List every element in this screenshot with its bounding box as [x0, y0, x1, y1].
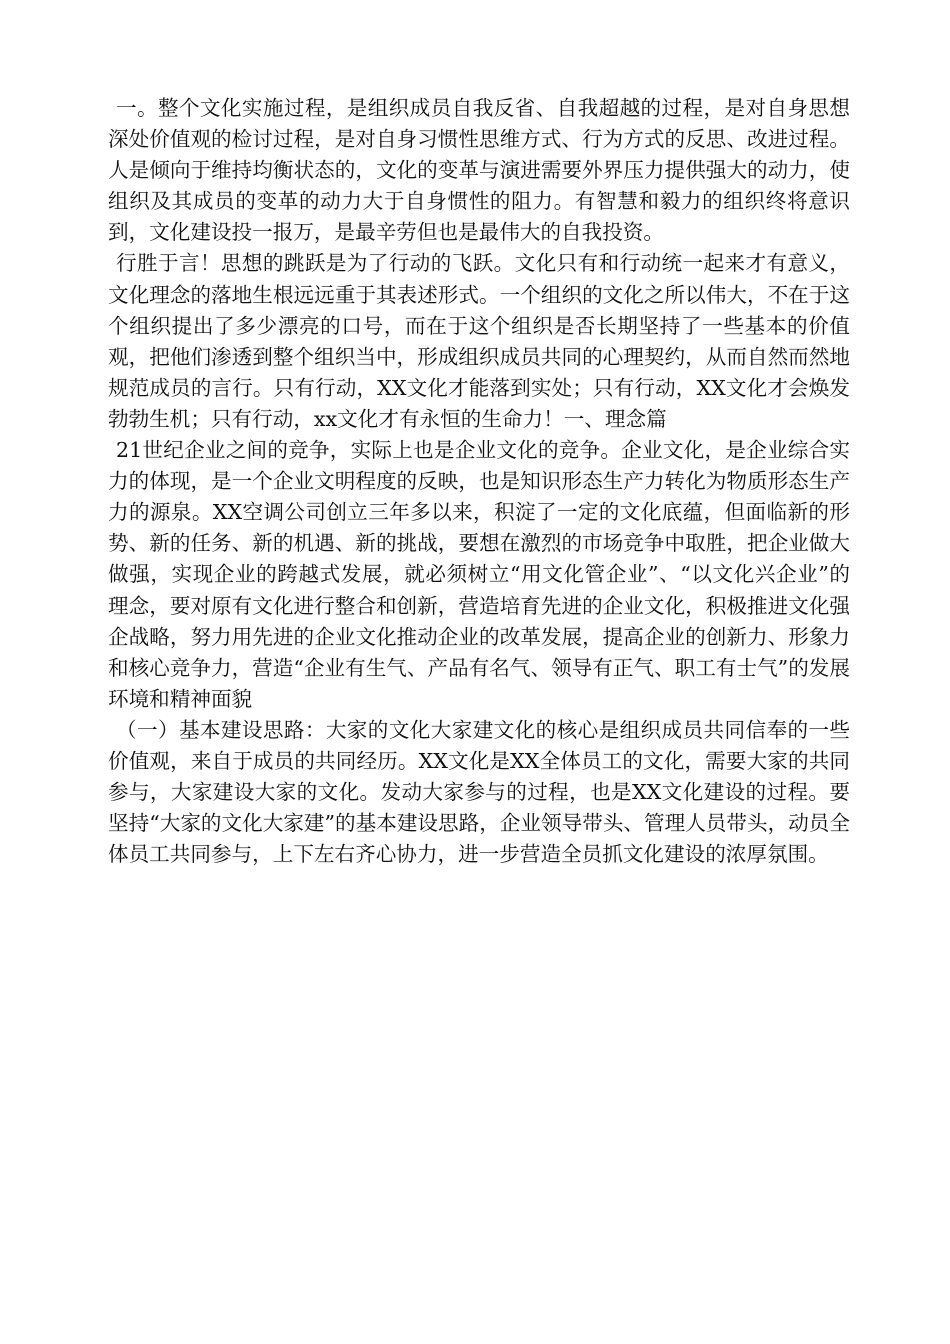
document-page — [108, 93, 850, 870]
paragraph-3: 21世纪企业之间的竞争，实际上也是企业文化的竞争。企业文化，是企业综合实力的体现，是一个企业文明程度的反映，也是知识形态生产力转化为物质形态生产力的源泉。XX空调公司创立三年多以来，积淀了一定的文化底蕴，但面临新的形势、新的任务、新的机遇、新的挑战，要想在激烈的市场竞争中取胜，把企业做大做强，实现企业的跨越式发展，就必须树立“用文化管企业”、“以文化兴企业”的理念，要对原有文化进行整合和创新，营造培育先进的企业文化，积极推进文化强企战略，努力用先进的企业文化推动企业的改革发展，提高企业的创新力、形象力和核心竞争力，营造“企业有生气、产品有名气、领导有正气、职工有士气”的发展环境和精神面貌 — [108, 438, 850, 711]
paragraph-2: 行胜于言！思想的跳跃是为了行动的飞跃。文化只有和行动统一起来才有意义，文化理念的落地生根远远重于其表述形式。一个组织的文化之所以伟大，不在于这个组织提出了多少漂亮的口号，而在于这个组织是否长期坚持了一些基本的价值观，把他们渗透到整个组织当中，形成组织成员共同的心理契约，从而自然而然地规范成员的言行。只有行动，XX文化才能落到实处；只有行动，XX文化才会焕发勃勃生机；只有行动，xx文化才有永恒的生命力！一、理念篇 — [108, 251, 850, 431]
paragraph-1: 一。整个文化实施过程，是组织成员自我反省、自我超越的过程，是对自身思想深处价值观的检讨过程，是对自身习惯性思维方式、行为方式的反思、改进过程。人是倾向于维持均衡状态的，文化的变革与演进需要外界压力提供强大的动力，使组织及其成员的变革的动力大于自身惯性的阻力。有智慧和毅力的组织终将意识到，文化建设投一报万，是最辛劳但也是最伟大的自我投资。 — [108, 96, 850, 245]
paragraph-4: （一）基本建设思路：大家的文化大家建文化的核心是组织成员共同信奉的一些价值观，来自于成员的共同经历。XX文化是XX全体员工的文化，需要大家的共同参与，大家建设大家的文化。发动大家参与的过程，也是XX文化建设的过程。要坚持“大家的文化大家建”的基本建设思路，企业领导带头、管理人员带头，动员全体员工共同参与，上下左右齐心协力，进一步营造全员抓文化建设的浓厚氛围。 — [108, 717, 850, 867]
